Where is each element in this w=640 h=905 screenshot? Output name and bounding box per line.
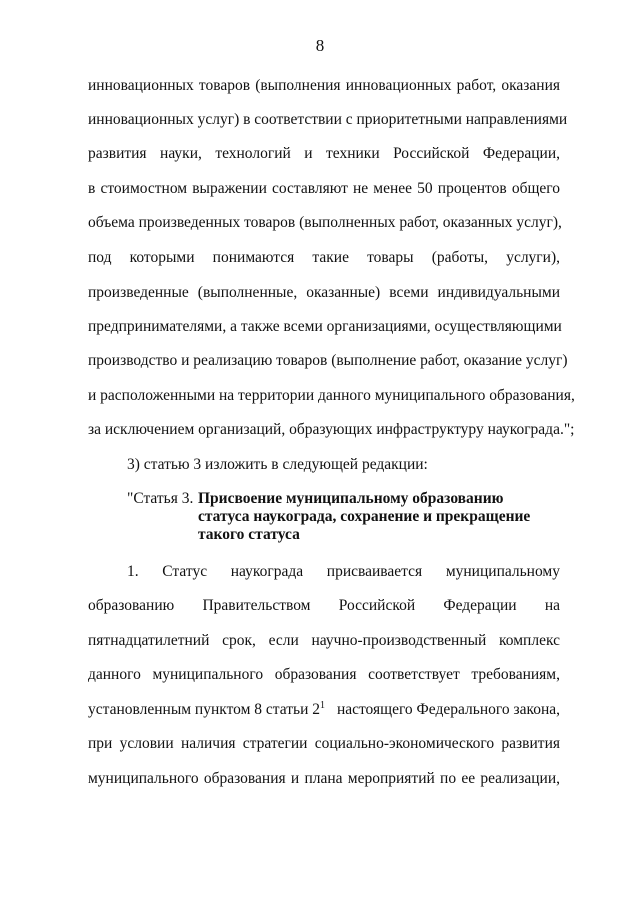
article-title-line: Присвоение муниципальному образованию xyxy=(198,490,504,507)
text-line: производство и реализацию товаров (выполнение работ, оказание услуг) xyxy=(88,352,568,369)
text-line: и расположенными на территории данного муниципального образования, xyxy=(88,387,575,404)
text-line: объема произведенных товаров (выполненных работ, оказанных услуг), xyxy=(88,214,562,231)
text-line-with-superscript xyxy=(88,700,560,720)
article-label: "Статья 3. xyxy=(127,490,194,507)
text-line: 1. Статус наукограда присваивается муниципальному xyxy=(127,563,560,580)
text-line: предпринимателями, а также всеми организациями, осуществляющими xyxy=(88,318,562,335)
text-line: муниципального образования и плана мероприятий по ее реализации, xyxy=(88,770,560,787)
text-line: при условии наличия стратегии социально-экономического развития xyxy=(88,735,560,752)
article-title-line: такого статуса xyxy=(198,526,300,543)
text-line: за исключением организаций, образующих инфраструктуру наукограда."; xyxy=(88,421,575,438)
text-line: инновационных товаров (выполнения инновационных работ, оказания xyxy=(88,77,560,94)
text-line: развития науки, технологий и техники Российской Федерации, xyxy=(88,145,560,162)
text-line: в стоимостном выражении составляют не менее 50 процентов общего xyxy=(88,180,560,197)
text-line-part: установленным пунктом 8 статьи $2^1$ xyxy=(88,699,326,718)
article-title-line: статуса наукограда, сохранение и прекращение xyxy=(198,508,531,525)
text-line-part: настоящего Федерального закона, xyxy=(336,701,560,718)
superscript: 1 xyxy=(320,699,326,711)
text-line: образованию Правительством Российской Федерации на xyxy=(88,597,560,614)
text-line: пятнадцатилетний срок, если научно-производственный комплекс xyxy=(88,632,560,649)
text-line: данного муниципального образования соответствует требованиям, xyxy=(88,666,560,683)
text-line: инновационных услуг) в соответствии с приоритетными направлениями xyxy=(88,111,568,128)
text-line: под которыми понимаются такие товары (работы, услуги), xyxy=(88,249,560,266)
list-item-3: 3) статью 3 изложить в следующей редакции: xyxy=(127,456,428,473)
text-line: произведенные (выполненные, оказанные) всеми индивидуальными xyxy=(88,284,560,301)
page-number: 8 xyxy=(315,36,325,55)
